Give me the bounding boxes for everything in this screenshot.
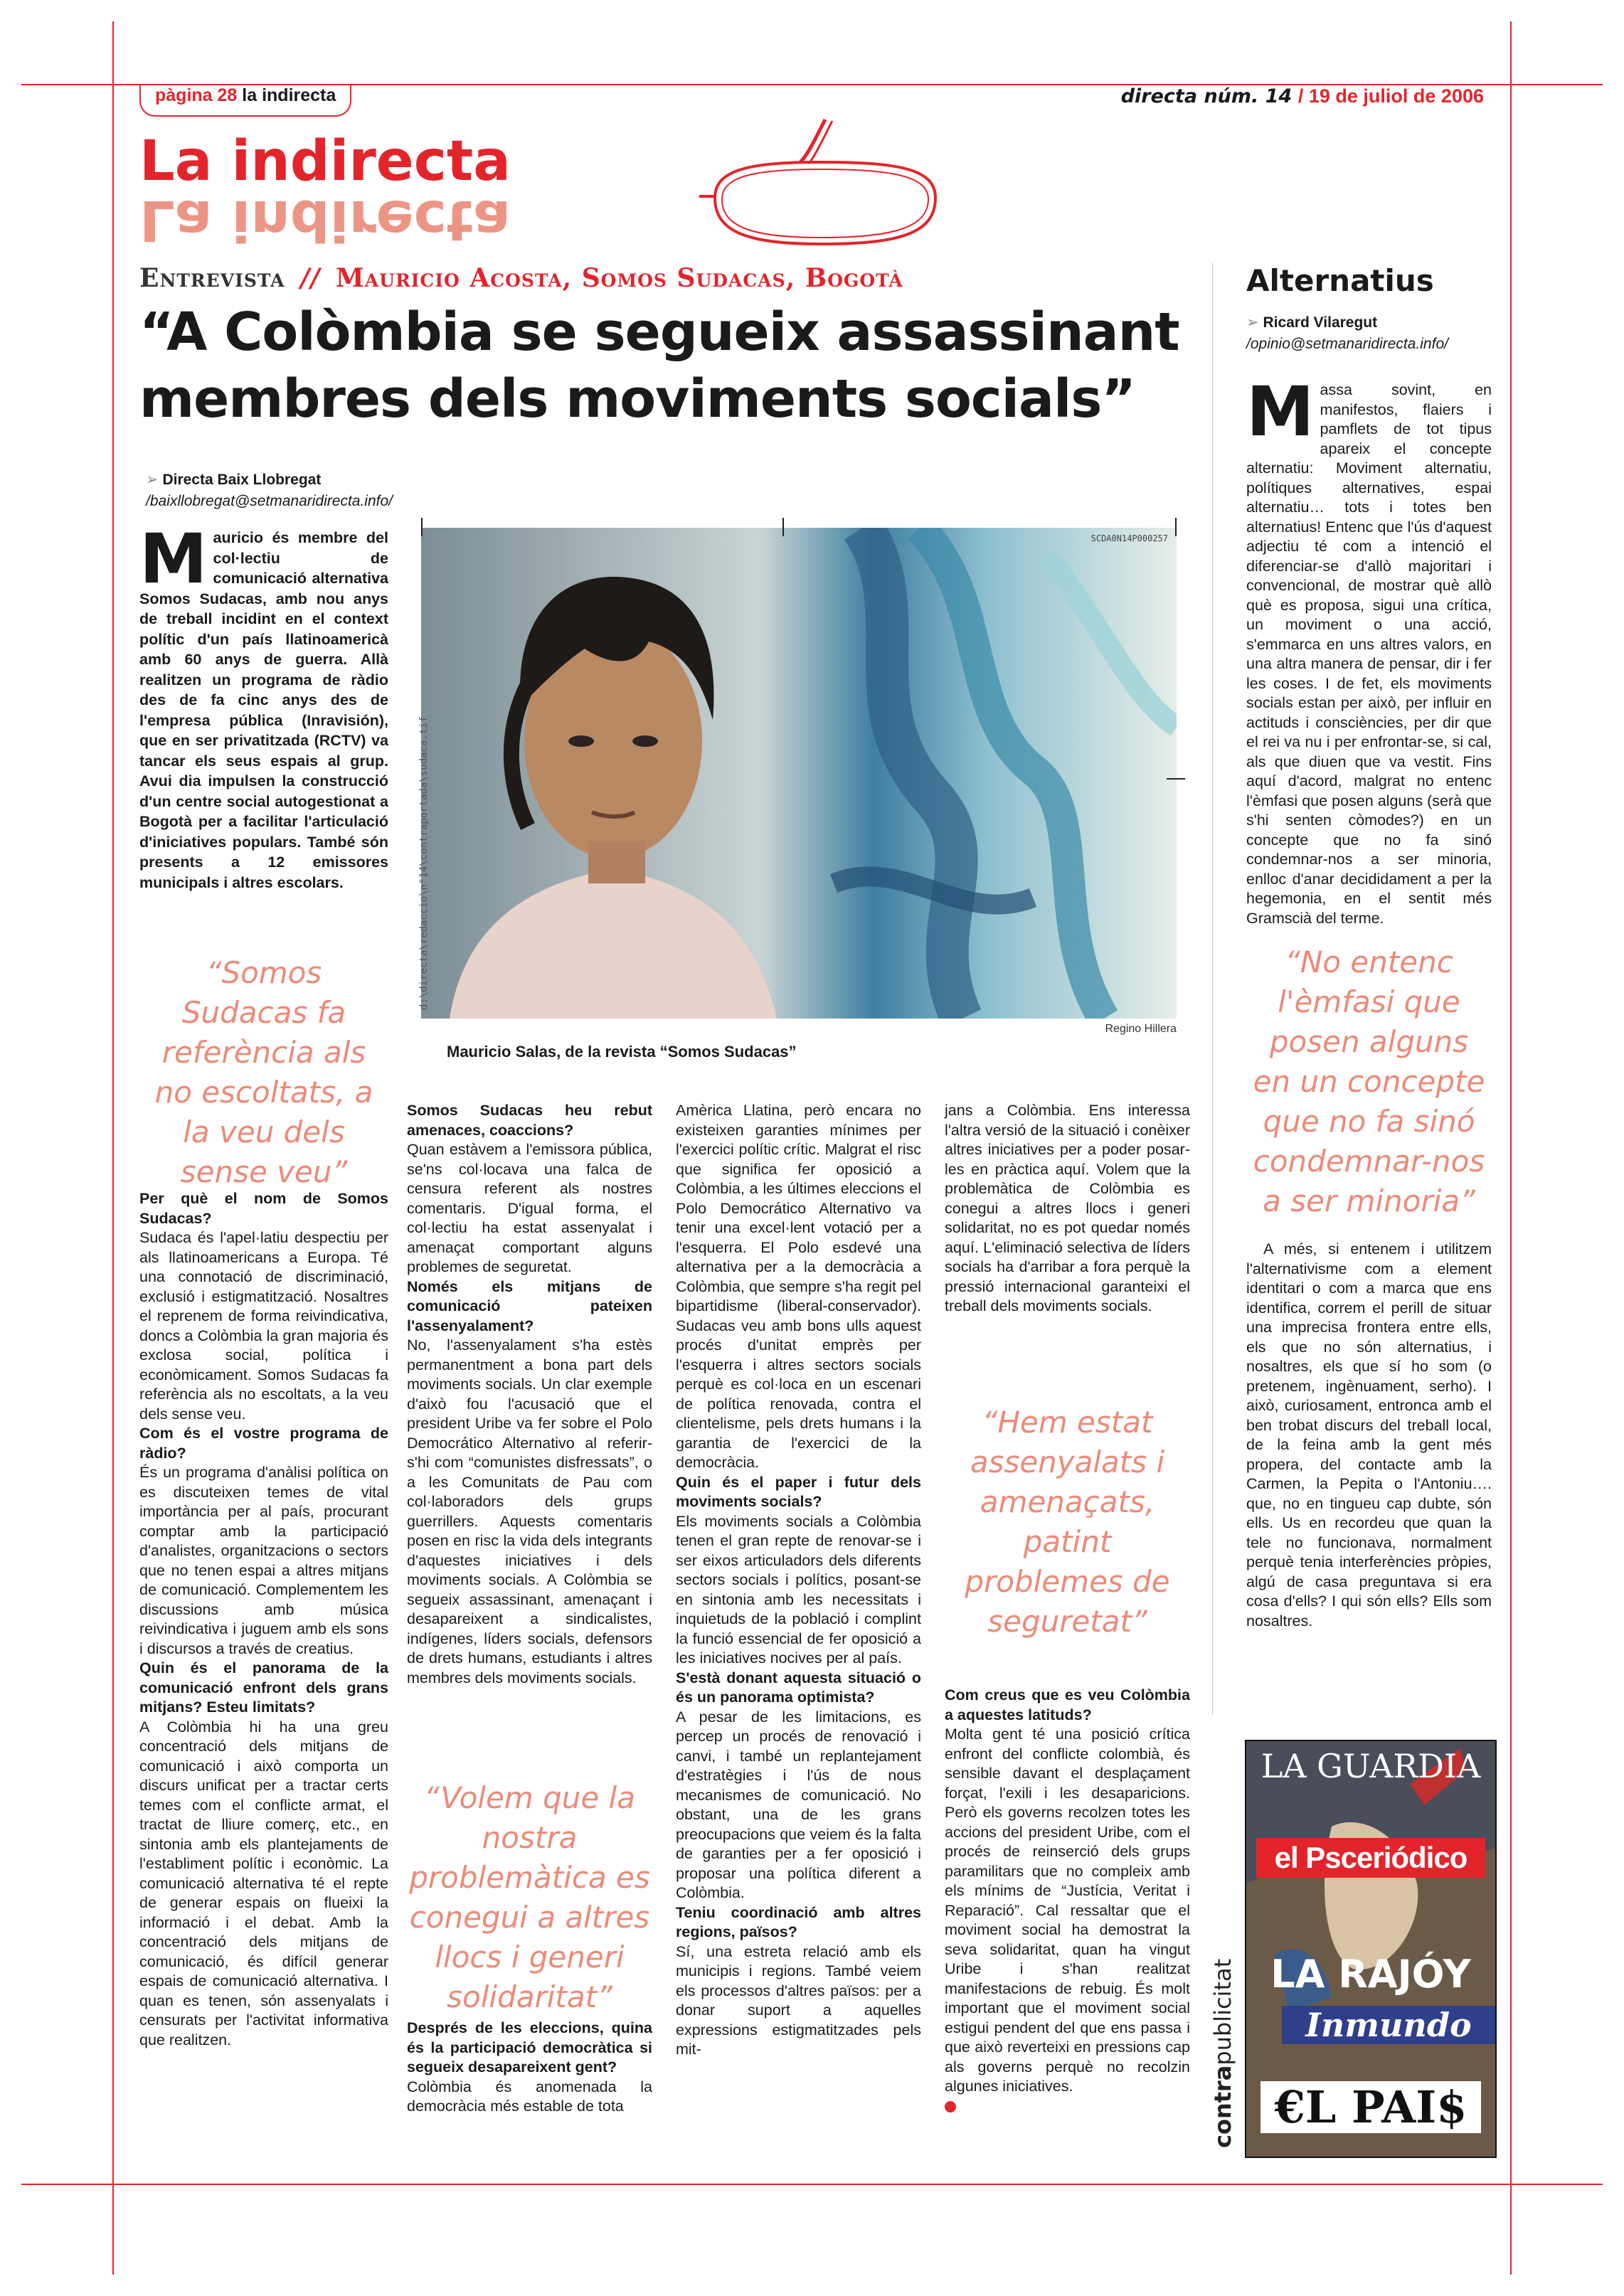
answer: Sudaca és l'apel·latiu despectiu per als llatinoamericans a Europa. Té una connotació de discriminació, exclusió i estigmatització. Nosaltres el reprenem de forma reivindicativa, doncs a Colòmbia la gran majoria és exclosa social, política i econòmicament. Somos Sudacas fa referència als no escoltats, a la veu dels sense veu. <box>139 1229 388 1423</box>
question: S'està donant aquesta situació o és un panorama optimista? <box>676 1669 921 1706</box>
photo-credit: Regino Hillera <box>1105 1023 1177 1035</box>
kicker-label: Entrevista <box>139 263 285 293</box>
answer: Els moviments socials a Colòmbia tenen el gran repte de renovar-se i ser eixos articuladors dels diferents sectors socials i polítics, posant-se en sintonia amb les necessitats i inquietuds de la població i complint la funció essencial de fer oposició a les iniciatives nocives per al país. <box>676 1512 921 1667</box>
article-intro <box>139 519 388 893</box>
date-label: / 19 de juliol de 2006 <box>1297 85 1484 107</box>
question: Per què el nom de Somos Sudacas? <box>139 1190 388 1227</box>
issue-label: directa núm. 14 <box>1120 85 1293 107</box>
byline-name: Directa Baix Llobregat <box>162 472 322 488</box>
article-headline <box>139 299 1206 432</box>
issue-info <box>1121 85 1484 107</box>
question: Somos Sudacas heu rebut amenaces, coaccions? <box>407 1102 652 1139</box>
page-tab <box>139 84 351 117</box>
question: Quin és el panorama de la comunicació enfront dels grans mitjans? Esteu limitats? <box>139 1659 388 1716</box>
article-kicker <box>139 263 903 293</box>
intro-text: auricio és membre del col·lectiu de comunicació alternativa Somos Sudacas, amb nou anys de treball incidint en el context polític d'un país llatinoamericà amb 60 anys de guerra. Allà realitzen un programa de ràdio des de fa cinc anys des de l'empresa pública (Inravisión), que en ser privatitzada (RCTV) va tancar els seus espais al grup. Avui dia impulsen la construcció d'un centre social autogestionat a Bogotà per a facilitar l'articulació d'iniciatives populars. També són presents a 12 emissores municipals i altres escolars. <box>139 529 388 891</box>
headline-line: “A Colòmbia se segueix assassinant <box>139 302 1179 363</box>
ad-masthead-1: LA GUARDIA <box>1261 1747 1481 1785</box>
article-column-3 <box>676 1101 921 2060</box>
headline-line: membres dels moviments socials” <box>139 368 1136 430</box>
photo-caption: Mauricio Salas, de la revista “Somos Sudacas” <box>447 1043 797 1061</box>
article-column-2-bottom <box>407 2019 652 2117</box>
end-mark-icon <box>945 2101 956 2112</box>
answer: No, l'assenyalament s'ha estès permanentment a bona part dels moviments socials. Un clar exemple d'això fou l'acusació que el president Uribe va fer sobre el Polo Democrático Alternativo al referir-s'hi com “comunistes disfressats”, o a les Comunitats de Pau com col·laboradors dels grups guerrillers. Aquests comentaris posen en risc la vida dels integrants d'aquestes iniciatives i dels moviments socials. A Colòmbia se segueix assassinant, amenaçant i desapareixent a sindicalistes, indígenes, líders socials, defensors de drets humans, estudiants i altres membres dels moviments socials. <box>407 1336 652 1686</box>
crop-mark <box>1167 778 1185 780</box>
section-title: La indirecta <box>139 129 511 193</box>
answer: És un programa d'anàlisi política on es discuteixen temes de vital importància per al país, procurant comptar amb la participació d'analistes, organitzacions o sectors que no tenen espai a altres mitjans de comunicació. Complementem les discussions amb música reivindicativa i juguem amb els sons i discursos a través de creatius. <box>139 1464 388 1657</box>
pull-quote: “Somos Sudacas fa referència als no escoltats, a la veu dels sense veu” <box>154 955 373 1189</box>
article-column-1 <box>139 1189 388 2050</box>
interview-photo <box>421 528 1177 1019</box>
crop-mark <box>112 21 114 2275</box>
answer: Molta gent té una posició crítica enfront del conflicte colombià, és sensible davant el desplaçament forçat, l'exili i les desaparicions. Però els governs recolzen totes les accions del president Uribe, com el procés de reinserció dels grups paramilitars que no compleix amb els mínims de “Justícia, Veritat i Reparació”. Cal ressaltar que el moviment social ha demostrat la seva solidaritat, quan ha vingut Uribe i s'han realitzat manifestacions de rebuig. És molt important que el moviment social estigui pendent del que ens passa i que això reverteixi en pressions cap als governs perquè no recolzin algunes iniciatives. <box>945 1726 1190 2095</box>
sidebar-divider <box>1212 263 1213 1714</box>
opinion-paragraph: A més, si entenem i utilitzem l'alternativisme com a element identitari o com a marca que ens identifica, correm el perill de situar una imprecisa frontera entre ells, els que no són alternatius, i nosaltres, els que sí ho som (o pretenem, ingènuament, serho). I això, curiosament, entronca amb el ben trobat discurs del treball local, de la feina amb la gent més propera, del contacte amb la Carmen, la Pepita o l'Antoniu…. que, no en tingueu cap dubte, són ells. Us en recordeu que quan la tele no funcionava, normalment perquè tenia interferències pròpies, algú de casa preguntava si era cosa d'ells? I qui són ells? Ells som nosaltres. <box>1246 1240 1492 1630</box>
ad-masthead-5: €L PAI$ <box>1261 2081 1481 2133</box>
kicker-separator: // <box>300 263 321 293</box>
section-title-mirror: La indirecta <box>139 188 511 252</box>
ad-masthead-4: Inmundo <box>1282 2006 1495 2044</box>
rearview-mirror-icon <box>694 112 950 255</box>
pull-quote: “Hem estat assenyalats i amenaçats, patint problemes de seguretat” <box>965 1405 1170 1639</box>
pull-quote: “Volem que la nostra problemàtica es conegui a altres llocs i generi solidaritat” <box>409 1780 650 2014</box>
answer: Quan estàvem a l'emissora pública, se'ns col·locava una falca de censura referent als nostres comentaris. D'igual forma, el col·lectiu ha estat assenyalat i amenaçat comportant alguns problemes de seguretat. <box>407 1141 652 1275</box>
question: Només els mitjans de comunicació pateixen l'assenyalament? <box>407 1277 652 1334</box>
answer: jans a Colòmbia. Ens interessa l'altra versió de la situació i conèixer altres iniciatives per a poder posar-les en pràctica aquí. Volem que la problemàtica de Colòmbia es conegui a altres llocs i generi solidaritat, no es pot quedar només aquí. L'eliminació selectiva de líders socials ha d'arribar a fora perquè la pressió internacional garanteixi el treball dels moviments socials. <box>945 1102 1190 1314</box>
ad-side-label-2: publicitat <box>1209 1958 1236 2066</box>
page-label: pàgina 28 <box>155 85 238 105</box>
opinion-paragraph: assa sovint, en manifestos, flaiers i pamflets de tot tipus apareix el concepte alternatiu: Moviment alternatiu, polítiques alternatives, espai alternatiu… tots i totes ben alternatius! Entenc que l'ús d'aquest adjectiu té com a intenció el diferenciar-se d'allò majoritari i convencional, de mostrar què allò què es proposa, sigui una crítica, un moviment o una acció, s'emmarca en uns altres valors, en una altra manera de pensar, dir i fer les coses. I de fet, els moviments socials estan per això, per influir en actituds i consciències, per dir que el rei va nu i per enfrontar-se, si cal, als que diuen que va vestit. Fins aquí d'acord, malgrat no entenc l'èmfasi que posen alguns (serà que s'hi senten còmodes?) en un concepte que no fa sinó condemnar-nos a ser minoria, enlloc d'anar decididament a per la hegemonia, en el sentit més Gramscià del terme. <box>1246 381 1492 927</box>
article-column-4-bottom <box>945 1686 1190 2116</box>
ad-side-label-1: contra <box>1209 2065 1236 2148</box>
photo-drawing <box>421 528 1177 1019</box>
crop-mark <box>1510 21 1512 2275</box>
photo-code: SCDA0N14P000257 <box>1090 533 1168 543</box>
opinion-text <box>1246 372 1492 928</box>
answer: Sí, una estreta relació amb els municipis i regions. També veiem els processos d'altres països: per a donar suport a aquelles expressions estigmatitzades pels mit- <box>676 1942 921 2058</box>
article-column-2 <box>407 1101 652 1688</box>
answer: Colòmbia és anomenada la democràcia més estable de tota <box>407 2078 652 2115</box>
crop-mark <box>21 2184 1603 2185</box>
byline-email: /baixllobregat@setmanaridirecta.info/ <box>146 493 393 509</box>
ad-masthead-2: el Psceriódico <box>1256 1838 1485 1878</box>
question: Com és el vostre programa de ràdio? <box>139 1425 388 1462</box>
question: Teniu coordinació amb altres regions, països? <box>676 1903 921 1940</box>
parody-ad <box>1245 1740 1497 2158</box>
photo-file-path: d:\directa\redaccio\n°14\contraportada\sudaca.tif <box>418 716 430 1010</box>
crop-mark <box>421 518 423 536</box>
article-column-4 <box>945 1101 1190 1317</box>
opinion-title: Alternatius <box>1246 263 1434 298</box>
question: Com creus que es veu Colòmbia a aquestes latituds? <box>945 1686 1190 1723</box>
pull-quote: “No entenc l'èmfasi que posen alguns en un concepte que no fa sinó condemnar-nos a ser minoria” <box>1253 945 1485 1218</box>
answer: A pesar de les limitacions, es percep un procés de renovació i canvi, i també un replantejament d'estratègies i l'ús de nous mecanismes de comunicació. No obstant, una de les grans preocupacions que veiem és la falta de garanties per a fer oposició i proposar una política diferent a Colòmbia. <box>676 1708 921 1901</box>
crop-mark <box>1175 518 1177 536</box>
kicker-subject: Mauricio Acosta, Somos Sudacas, Bogotà <box>335 263 903 293</box>
drop-cap: M <box>139 519 208 599</box>
ad-masthead-3: LA RAJÓY <box>1270 1952 1471 1997</box>
arrow-icon: ➢ <box>146 472 159 488</box>
question: Quin és el paper i futur dels moviments socials? <box>676 1473 921 1510</box>
answer: Amèrica Llatina, però encara no existeixen garanties mínimes per l'exercici polític crític. Malgrat el risc que significa fer oposició a Colòmbia, a les últimes eleccions el Polo Democrático Alternativo va tenir una excel·lent votació per a l'esquerra. El Polo esdevé una alternativa per a la democràcia a Colòmbia, que sempre s'ha regit pel bipartidisme (liberal-conservador). Sudacas veu amb bons ulls aquest procés d'unitat emprès per l'esquerra i altres sectors socials perquè es col·loca en un escenari de política renovada, contra el clientelisme, pels drets humans i la garantia de l'exercici de la democràcia. <box>676 1102 921 1471</box>
arrow-icon: ➢ <box>1246 314 1259 331</box>
article-byline <box>146 469 393 512</box>
ad-side-label <box>1209 1959 1236 2148</box>
drop-cap: M <box>1246 372 1315 452</box>
answer: A Colòmbia hi ha una greu concentració dels mitjans de comunicació i això comporta un discurs unificat per a tractar certs temes com el conflicte armat, el tractat de lliure comerç, etc., en sintonia amb els plantejaments de l'establiment polític i econòmic. La comunicació alternativa té el repte de generar espais on flueixi la informació i el debat. Amb la concentració dels mitjans de comunicació, és difícil generar espais de comunicació alternativa. I quan es tenen, són assenyalats i censurats per l'activitat informativa que realitzen. <box>139 1718 388 2048</box>
crop-mark <box>782 518 784 536</box>
section-label: la indirecta <box>242 85 336 105</box>
question: Després de les eleccions, quina és la participació democràtica si segueix desapareixent gent? <box>407 2019 652 2076</box>
opinion-column <box>1246 263 1492 1631</box>
opinion-email: /opinio@setmanaridirecta.info/ <box>1246 336 1448 352</box>
opinion-author: Ricard Vilaregut <box>1263 314 1378 331</box>
